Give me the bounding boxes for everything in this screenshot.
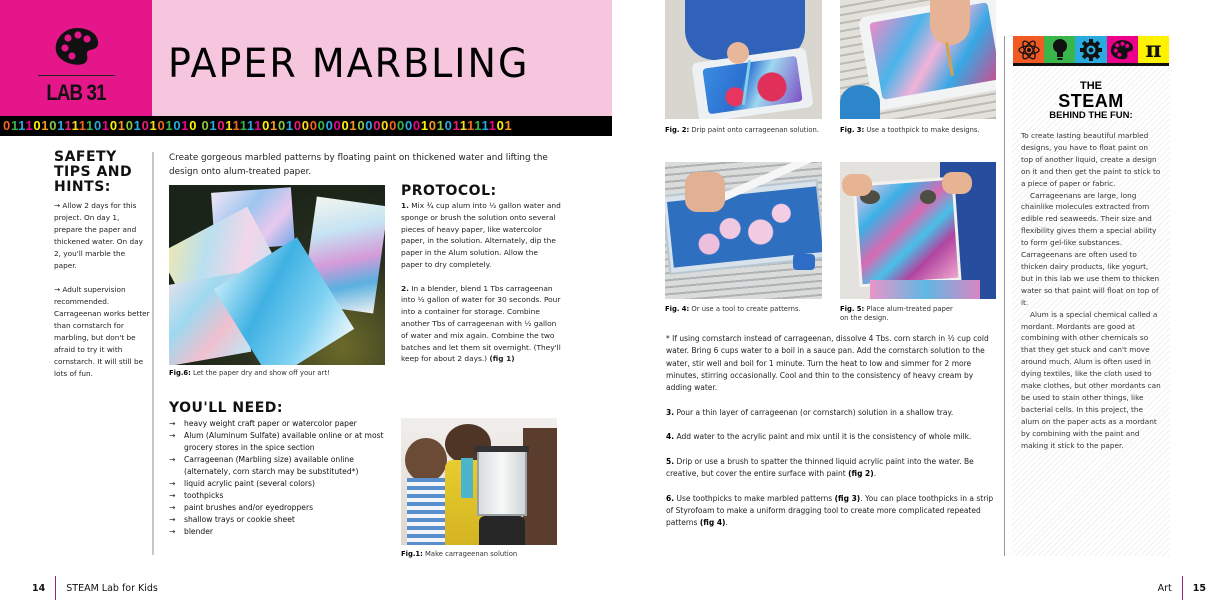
intro-text: Create gorgeous marbled patterns by floating paint on thickened water and lifting the design onto alum-treated paper. [169,153,548,177]
binary-digit: 0 [341,118,350,133]
column-divider [152,152,154,555]
binary-digit: 1 [270,118,278,133]
binary-digit: 0 [93,118,102,133]
page-number: 15 [1192,582,1206,594]
binary-digit: 0 [365,118,374,133]
step-number: 3. [666,407,675,417]
steam-text [1021,130,1161,451]
binary-digit: 1 [285,118,294,133]
protocol-step [666,456,996,481]
steam-heading [1012,80,1170,121]
binary-digit: 1 [86,118,94,133]
fig-reference: (fig 1) [489,354,515,364]
binary-digit: 1 [488,118,497,133]
step-text: Add water to the acrylic paint and mix until it is the consistency of whole milk. [674,432,972,442]
step-text: . [873,469,877,479]
fig-reference: (fig 4) [699,518,726,528]
binary-digit: 1 [209,118,218,133]
binary-digit: 1 [165,118,174,133]
binary-digit: 1 [474,118,482,133]
list-item [169,514,394,526]
safety-tips [54,200,150,392]
binary-digit: 1 [117,118,126,133]
steam-paragraph: To create lasting beautiful marbled designs, you have to float paint on top of another liquid, create a design on it and then get the paint to stick to a piece of paper or fabric. [1021,131,1161,188]
pi-icon: π [1138,36,1169,63]
binary-digit: 1 [149,118,158,133]
binary-digit: 0 [325,118,334,133]
list-item [169,478,394,490]
lab-number: LAB 31 [46,80,106,105]
step-text: Pour a thin layer of carrageenan (or cornstarch) solution in a shallow tray. [674,407,954,417]
fig4-caption [665,305,825,314]
binary-digit: 1 [18,118,26,133]
footer-divider [55,576,56,600]
fig5-caption [840,305,960,323]
fig3-caption [840,126,1000,135]
arrow-icon: → [169,455,176,464]
fig6-caption [169,369,389,378]
section-name: Art [1157,582,1172,594]
fig1-photo [401,418,557,545]
safety-heading [54,150,149,195]
step-number: 4. [666,432,675,442]
binary-digit: 0 [125,118,134,133]
steam-heading-line: STEAM [1058,91,1124,111]
fig-text: Or use a tool to create patterns. [689,305,801,313]
binary-digit: 1 [78,118,86,133]
fig-text: Let the paper dry and show off your art! [190,369,330,377]
sidebar-divider [1004,36,1005,556]
binary-digit: 0 [189,118,198,133]
fig3-photo [840,0,996,119]
binary-digit: 1 [504,118,513,133]
youll-need-heading: YOU'LL NEED: [169,400,283,416]
binary-digit: 0 [141,118,150,133]
steam-paragraph: Carrageenans are large, long chainlike molecules extracted from edible red seaweeds. Their size and flexibility gives them a special ability to form gel-like substances. Carrageenans are often used to thicken dairy products, like yogurt, but in this lab we use them to thicken water so that paint will float on top of it. [1021,190,1160,307]
list-item-text: heavy weight craft paper or watercolor paper [184,419,357,428]
binary-digit: 0 [496,118,505,133]
safety-heading-line: HINTS: [54,179,111,195]
binary-digit: 0 [301,118,310,133]
binary-digit: 0 [262,118,270,133]
palette-icon [54,26,100,66]
fig6-photo [169,185,385,365]
binary-digit: 1 [232,118,240,133]
footer-divider [1182,576,1183,600]
protocol-step [666,431,996,443]
fig-text: Use a toothpick to make designs. [864,126,980,134]
safety-heading-line: TIPS AND [54,164,133,180]
binary-digit: 0 [309,118,318,133]
arrow-icon: → [169,503,176,512]
palette-icon [1107,36,1138,63]
materials-list [169,418,394,538]
binary-digit: 0 [333,118,342,133]
book-title: STEAM Lab for Kids [66,582,158,594]
fig-reference: (fig 3) [834,493,861,503]
fig-reference: (fig 2) [848,469,874,479]
list-item-text: Alum (Aluminum Sulfate) available online or at most grocery stores in the spice section [184,431,384,452]
arrow-icon: → [169,431,176,440]
protocol-step [401,283,561,366]
list-item [169,502,394,514]
binary-digit: 1 [452,118,460,133]
binary-digit: 1 [133,118,142,133]
binary-digit: 1 [436,118,445,133]
protocol-step [666,493,996,530]
binary-digit: 1 [239,118,247,133]
binary-digit: 0 [373,118,382,133]
protocol-steps [401,200,561,377]
footer-left [32,576,158,600]
binary-digit: 1 [25,118,34,133]
arrow-icon: → [169,527,176,536]
fig-text: Make carrageenan solution [422,550,518,558]
arrow-icon: → [169,515,176,524]
binary-digit: 1 [101,118,110,133]
list-item [169,526,394,538]
step-number: 6. [666,493,675,503]
steam-paragraph: Alum is a special chemical called a mordant. Mordants are good at combining with other chemicals so that they get stuck and can't move around much. Alum is often used in dying textiles, like the cloth used to make clothes, but other mordants can be used to stain other things, like bacterial cells. In this project, the alum on the paper acts as a mordant by combining with the paint and making it stick to the paper. [1021,309,1161,450]
arrow-icon: → [169,491,176,500]
list-item-text: liquid acrylic paint (several colors) [184,479,315,488]
list-item-text: shallow trays or cookie sheet [184,515,295,524]
step-text: Use toothpicks to make marbled patterns [674,493,835,503]
binary-digit: 1 [64,118,72,133]
arrow-icon: → [169,419,176,428]
steam-icon-bar [1013,36,1169,66]
binary-digit: 0 [277,118,286,133]
list-item-text: blender [184,527,214,536]
binary-digit: 0 [217,118,226,133]
binary-digit: 1 [246,118,255,133]
fig-label: Fig. 5: [840,305,865,313]
fig1-caption [401,550,561,559]
step-number: 5. [666,456,675,466]
page-title: PAPER MARBLING [168,40,530,87]
binary-digit: 0 [109,118,118,133]
step-number: 2. [401,283,409,293]
binary-digit: 1 [225,118,233,133]
fig-label: Fig.1: [401,550,423,558]
page-number: 14 [32,582,46,594]
binary-digit: 1 [71,118,79,133]
binary-digit: 0 [293,118,302,133]
fig-text: Place alum-treated paper on the design. [840,305,953,322]
fig-label: Fig. 2: [665,126,690,134]
step-text: . [725,518,728,528]
binary-digit: 0 [381,118,390,133]
step-text: . You can place toothpicks in a strip of Styrofoam to make a uniform dragging tool to create more complicated repeated patterns [666,493,994,528]
binary-digit: 0 [404,118,413,133]
binary-digit: 0 [389,118,397,133]
list-item-text: Carrageenan (Marbling size) available online (alternately, corn starch may be substituted*) [184,455,359,476]
binary-digit: 0 [33,118,42,133]
fig-label: Fig. 4: [665,305,690,313]
binary-digit: 1 [57,118,65,133]
step-text: In a blender, blend 1 Tbs carrageenan into ½ gallon of water for 30 seconds. Pour into a container for storage. Combine another Tbs of carrageenan with ½ gallon of water and mix again. Combine the two batches and let them sit overnight. (They'll keep for about 2 days.) [401,283,561,364]
protocol-step [666,407,996,419]
binary-digit: 1 [41,118,50,133]
fig-label: Fig. 3: [840,126,865,134]
binary-digit: 0 [444,118,453,133]
footer-right [1158,576,1206,600]
safety-tip: → Adult supervision recommended. Carrageenan works better than cornstarch for marbling, but don't be afraid to try it with cornstarch. It will still be lots of fun. [54,285,150,378]
fig2-photo [665,0,822,119]
step-text: Drip or use a brush to spatter the thinned liquid acrylic paint into the water. Be creative, but cover the entire surface with paint [666,456,974,479]
binary-digit: 1 [481,118,489,133]
list-item-text: toothpicks [184,491,224,500]
list-item [169,430,394,454]
fig-label: Fig.6: [169,369,191,377]
arrow-icon: → [169,479,176,488]
binary-digit: 0 [317,118,326,133]
fig5-photo [840,162,996,299]
fig-text: Drip paint onto carrageenan solution. [689,126,819,134]
binary-digit: 0 [157,118,166,133]
list-item [169,418,394,430]
protocol-steps-continued [666,333,996,542]
binary-digit: 0 [428,118,437,133]
safety-heading-line: SAFETY [54,149,117,165]
steam-heading-line: THE [1080,80,1102,92]
binary-digit: 0 [357,118,366,133]
binary-digit: 0 [173,118,182,133]
step-text: Mix ¾ cup alum into ½ gallon water and sponge or brush the solution onto several pieces of heavy paper, like watercolor paper, in the solution. Alternately, dip the paper in the Alum solution. Allow the paper to dry completely. [401,201,561,269]
binary-digit: 0 [201,118,210,133]
binary-digit: 1 [349,118,358,133]
binary-digit: 1 [459,118,467,133]
protocol-heading: PROTOCOL: [401,183,497,199]
binary-digit: 1 [254,118,263,133]
lightbulb-icon [1044,36,1075,63]
binary-digit: 0 [3,118,11,133]
lab-divider [38,75,115,76]
atom-icon [1013,36,1044,63]
binary-digit: 1 [181,118,190,133]
binary-digit: 1 [467,118,475,133]
binary-strip [0,116,612,136]
list-item [169,454,394,478]
step-number: 1. [401,201,409,210]
fig4-photo [665,162,822,299]
list-item-text: paint brushes and/or eyedroppers [184,503,314,512]
protocol-step [401,200,561,271]
list-item [169,490,394,502]
cornstarch-note: * If using cornstarch instead of carrageenan, dissolve 4 Tbs. corn starch in ½ cup cold water. Bring 6 cups water to a boil in a sauce pan. Add the cornstarch solution to the water, stir well and boil for 1 minute. Turn the heat to low and simmer for 2 more minutes, stirring occasionally. Cool and thin to the consistency of heavy cream by adding water. [666,334,989,393]
binary-digit: 0 [397,118,405,133]
binary-digit: 0 [412,118,421,133]
binary-digit: 1 [10,118,19,133]
fig2-caption [665,126,825,135]
safety-tip: → Allow 2 days for this project. On day 1, prepare the paper and thickened water. On day 2, you'll marble the paper. [54,201,143,270]
steam-heading-line: BEHIND THE FUN: [1049,110,1133,121]
binary-digit: 1 [420,118,429,133]
binary-digit: 0 [49,118,58,133]
gear-icon [1075,36,1106,63]
